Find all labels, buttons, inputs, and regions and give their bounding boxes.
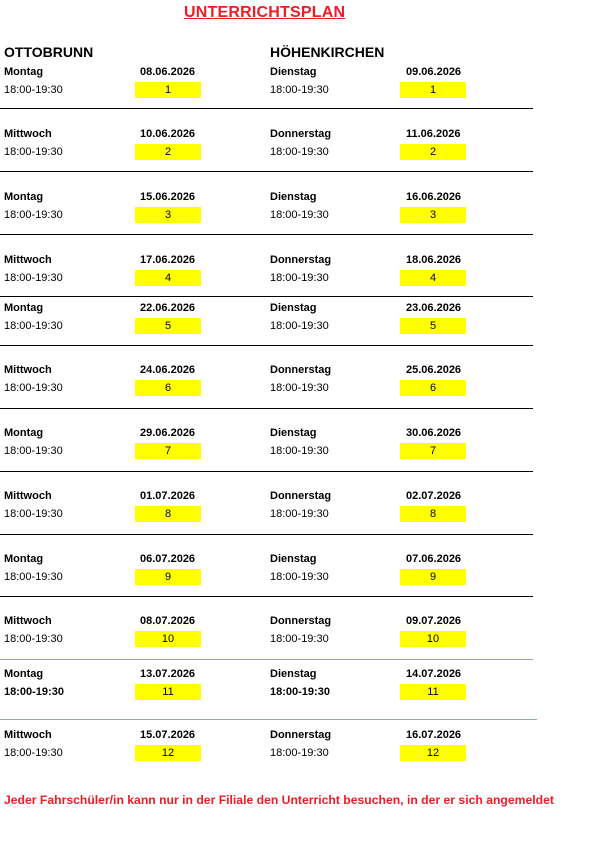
left-lesson-number: 5 xyxy=(135,318,201,334)
left-weekday: Montag xyxy=(4,66,44,78)
right-date: 11.06.2026 xyxy=(406,128,461,140)
right-lesson-number: 3 xyxy=(400,207,466,223)
right-weekday: Donnerstag xyxy=(270,128,332,140)
left-time: 18:00-19:30 xyxy=(4,633,63,645)
left-date: 13.07.2026 xyxy=(140,668,196,680)
right-weekday: Dienstag xyxy=(270,668,317,680)
left-lesson-number: 10 xyxy=(135,631,201,647)
right-lesson-number: 1 xyxy=(400,82,466,98)
left-date: 08.07.2026 xyxy=(140,615,196,627)
right-time: 18:00-19:30 xyxy=(270,382,329,394)
left-time: 18:00-19:30 xyxy=(4,508,63,520)
right-weekday: Dienstag xyxy=(270,427,317,439)
left-weekday: Montag xyxy=(4,427,44,439)
left-lesson-number: 12 xyxy=(135,745,201,761)
left-date: 15.07.2026 xyxy=(140,729,196,741)
right-lesson-number: 9 xyxy=(400,569,466,585)
right-date: 14.07.2026 xyxy=(406,668,462,680)
left-time: 18:00-19:30 xyxy=(4,146,63,158)
left-lesson-number: 4 xyxy=(135,270,201,286)
right-time: 18:00-19:30 xyxy=(270,747,329,759)
row-separator xyxy=(0,234,533,235)
left-weekday: Montag xyxy=(4,191,44,203)
left-lesson-number: 3 xyxy=(135,207,201,223)
right-time: 18:00-19:30 xyxy=(270,320,329,332)
row-separator xyxy=(0,596,533,597)
left-weekday: Mittwoch xyxy=(4,729,52,741)
left-lesson-number: 7 xyxy=(135,443,201,459)
left-time: 18:00-19:30 xyxy=(4,747,63,759)
row-separator xyxy=(0,171,533,172)
right-lesson-number: 7 xyxy=(400,443,466,459)
right-time: 18:00-19:30 xyxy=(270,686,330,698)
left-weekday: Montag xyxy=(4,553,44,565)
left-date: 29.06.2026 xyxy=(140,427,196,439)
right-time: 18:00-19:30 xyxy=(270,84,329,96)
right-lesson-number: 4 xyxy=(400,270,466,286)
right-date: 25.06.2026 xyxy=(406,364,462,376)
row-separator xyxy=(0,408,533,409)
session-row xyxy=(0,128,600,168)
session-row xyxy=(0,364,600,404)
right-date: 18.06.2026 xyxy=(406,254,462,266)
left-date: 24.06.2026 xyxy=(140,364,196,376)
right-lesson-number: 2 xyxy=(400,144,466,160)
left-time: 18:00-19:30 xyxy=(4,320,63,332)
session-row xyxy=(0,427,600,467)
left-date: 01.07.2026 xyxy=(140,490,196,502)
row-separator xyxy=(0,108,533,109)
session-row xyxy=(0,302,600,342)
session-row xyxy=(0,553,600,593)
right-date: 30.06.2026 xyxy=(406,427,462,439)
row-separator xyxy=(0,471,533,472)
left-time: 18:00-19:30 xyxy=(4,84,63,96)
left-date: 17.06.2026 xyxy=(140,254,196,266)
right-weekday: Donnerstag xyxy=(270,615,332,627)
session-row xyxy=(0,729,600,769)
left-date: 06.07.2026 xyxy=(140,553,196,565)
right-time: 18:00-19:30 xyxy=(270,633,329,645)
session-row xyxy=(0,191,600,231)
right-weekday: Donnerstag xyxy=(270,490,332,502)
row-separator xyxy=(0,296,533,297)
row-separator xyxy=(0,719,537,720)
location-heading-hoehenkirchen: HÖHENKIRCHEN xyxy=(270,44,385,60)
left-weekday: Montag xyxy=(4,302,44,314)
left-time: 18:00-19:30 xyxy=(4,382,63,394)
right-time: 18:00-19:30 xyxy=(270,508,329,520)
right-lesson-number: 6 xyxy=(400,380,466,396)
right-weekday: Dienstag xyxy=(270,191,317,203)
right-weekday: Dienstag xyxy=(270,66,317,78)
row-separator xyxy=(0,534,533,535)
left-lesson-number: 2 xyxy=(135,144,201,160)
footer-note: Jeder Fahrschüler/in kann nur in der Filiale den Unterricht besuchen, in der er sich angemeldet xyxy=(4,793,554,807)
left-time: 18:00-19:30 xyxy=(4,571,63,583)
location-heading-ottobrunn: OTTOBRUNN xyxy=(4,44,94,60)
right-time: 18:00-19:30 xyxy=(270,571,329,583)
right-weekday: Donnerstag xyxy=(270,729,332,741)
left-weekday: Mittwoch xyxy=(4,364,52,376)
right-date: 09.06.2026 xyxy=(406,66,462,78)
right-weekday: Donnerstag xyxy=(270,364,332,376)
left-time: 18:00-19:30 xyxy=(4,272,63,284)
right-lesson-number: 11 xyxy=(400,684,466,700)
left-lesson-number: 9 xyxy=(135,569,201,585)
right-lesson-number: 10 xyxy=(400,631,466,647)
left-weekday: Mittwoch xyxy=(4,490,52,502)
left-date: 15.06.2026 xyxy=(140,191,196,203)
left-weekday: Montag xyxy=(4,668,44,680)
left-weekday: Mittwoch xyxy=(4,128,52,140)
left-lesson-number: 8 xyxy=(135,506,201,522)
left-time: 18:00-19:30 xyxy=(4,445,63,457)
right-date: 16.06.2026 xyxy=(406,191,462,203)
left-time: 18:00-19:30 xyxy=(4,209,63,221)
left-lesson-number: 11 xyxy=(135,684,201,700)
right-time: 18:00-19:30 xyxy=(270,445,329,457)
left-time: 18:00-19:30 xyxy=(4,686,64,698)
row-separator xyxy=(0,345,533,346)
right-date: 16.07.2026 xyxy=(406,729,462,741)
right-weekday: Dienstag xyxy=(270,553,317,565)
session-row xyxy=(0,490,600,530)
right-time: 18:00-19:30 xyxy=(270,209,329,221)
left-date: 10.06.2026 xyxy=(140,128,196,140)
right-lesson-number: 12 xyxy=(400,745,466,761)
left-weekday: Mittwoch xyxy=(4,615,52,627)
left-weekday: Mittwoch xyxy=(4,254,52,266)
left-date: 08.06.2026 xyxy=(140,66,196,78)
row-separator xyxy=(0,659,533,660)
right-weekday: Donnerstag xyxy=(270,254,332,266)
right-date: 23.06.2026 xyxy=(406,302,462,314)
session-row xyxy=(0,66,600,106)
session-row xyxy=(0,254,600,294)
session-row xyxy=(0,615,600,655)
left-lesson-number: 6 xyxy=(135,380,201,396)
page-title: UNTERRICHTSPLAN xyxy=(184,4,346,21)
left-lesson-number: 1 xyxy=(135,82,201,98)
right-weekday: Dienstag xyxy=(270,302,317,314)
left-date: 22.06.2026 xyxy=(140,302,196,314)
right-time: 18:00-19:30 xyxy=(270,272,329,284)
right-lesson-number: 8 xyxy=(400,506,466,522)
right-date: 09.07.2026 xyxy=(406,615,462,627)
right-date: 02.07.2026 xyxy=(406,490,462,502)
right-lesson-number: 5 xyxy=(400,318,466,334)
right-time: 18:00-19:30 xyxy=(270,146,329,158)
session-row xyxy=(0,668,600,708)
right-date: 07.06.2026 xyxy=(406,553,462,565)
